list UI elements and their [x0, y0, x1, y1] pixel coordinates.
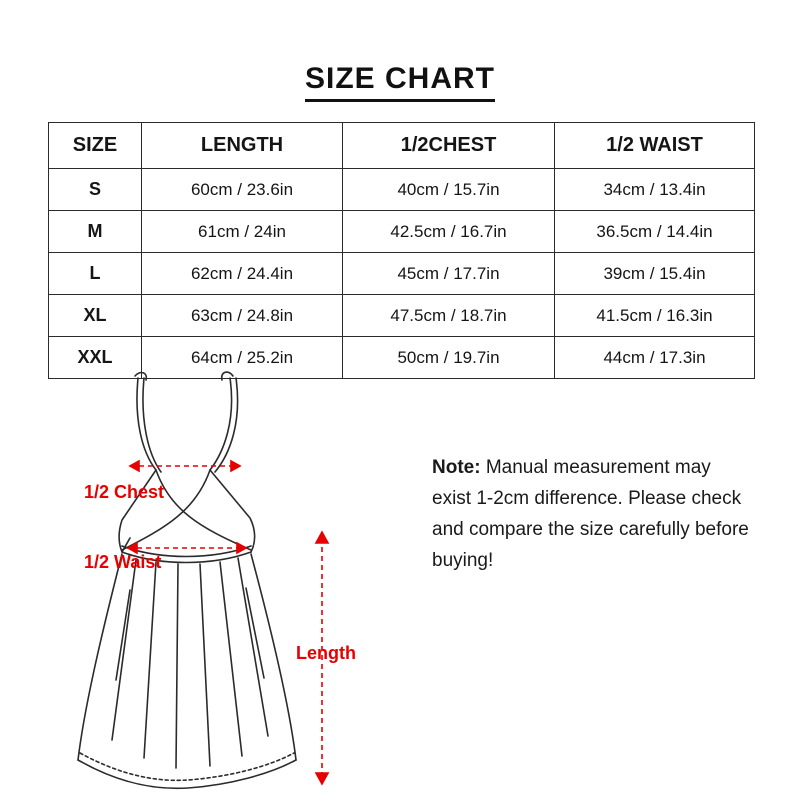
- column-header-length: LENGTH: [142, 123, 343, 169]
- dress-illustration: [60, 360, 380, 790]
- cell-length: 64cm / 25.2in: [142, 337, 343, 379]
- page-title-text: SIZE CHART: [305, 62, 495, 102]
- right-strap-loop: [222, 372, 233, 380]
- chest-measure-label: 1/2 Chest: [84, 482, 165, 502]
- bodice-right-edge: [210, 470, 255, 552]
- table-row: [49, 169, 755, 211]
- cell-length: 60cm / 23.6in: [142, 169, 343, 211]
- cell-length: 62cm / 24.4in: [142, 253, 343, 295]
- chest-arrow-left: [130, 461, 139, 471]
- note-text: Manual measurement may exist 1-2cm difference. Please check and compare the size carefully before buying!: [432, 457, 749, 571]
- cell-chest: 47.5cm / 18.7in: [343, 295, 555, 337]
- length-arrow-top: [316, 532, 328, 543]
- cell-waist: 34cm / 13.4in: [555, 169, 755, 211]
- cell-waist: 41.5cm / 16.3in: [555, 295, 755, 337]
- cell-waist: 36.5cm / 14.4in: [555, 211, 755, 253]
- left-strap-inner: [143, 378, 161, 472]
- wrap-left-panel: [156, 470, 251, 550]
- pleat-line: [144, 562, 156, 758]
- size-table: [48, 122, 755, 379]
- right-strap: [210, 378, 232, 470]
- pleat-line: [112, 560, 136, 740]
- skirt-right-edge: [251, 554, 296, 760]
- column-header-size: SIZE: [49, 123, 142, 169]
- pleat-line: [220, 562, 242, 756]
- cell-size: L: [49, 253, 142, 295]
- skirt-hem: [78, 760, 296, 788]
- pleat-line: [238, 558, 268, 736]
- column-header-waist: 1/2 WAIST: [555, 123, 755, 169]
- page-title: [0, 62, 800, 96]
- cell-size: M: [49, 211, 142, 253]
- chest-arrow-right: [231, 461, 240, 471]
- pleat-line: [200, 564, 210, 766]
- note-label: Note:: [432, 457, 481, 478]
- cell-size: XL: [49, 295, 142, 337]
- length-measure-label: Length: [296, 643, 356, 663]
- length-arrow-bottom: [316, 773, 328, 784]
- cell-chest: 40cm / 15.7in: [343, 169, 555, 211]
- table-row: [49, 253, 755, 295]
- pleat-line-short: [116, 590, 130, 680]
- waist-measure-label: 1/2 Waist: [84, 552, 162, 572]
- column-header-chest: 1/2CHEST: [343, 123, 555, 169]
- skirt-left-edge: [78, 554, 122, 760]
- measurement-note: [432, 452, 752, 576]
- cell-chest: 45cm / 17.7in: [343, 253, 555, 295]
- size-table-container: [48, 122, 754, 379]
- pleat-line: [176, 564, 178, 768]
- cell-chest: 50cm / 19.7in: [343, 337, 555, 379]
- cell-waist: 39cm / 15.4in: [555, 253, 755, 295]
- pleat-line-short: [246, 588, 264, 678]
- table-header-row: [49, 123, 755, 169]
- waist-arrow-right: [237, 543, 246, 553]
- cell-chest: 42.5cm / 16.7in: [343, 211, 555, 253]
- table-row: [49, 211, 755, 253]
- table-row: [49, 295, 755, 337]
- cell-size: S: [49, 169, 142, 211]
- cell-waist: 44cm / 17.3in: [555, 337, 755, 379]
- cell-length: 61cm / 24in: [142, 211, 343, 253]
- cell-size: XXL: [49, 337, 142, 379]
- cell-length: 63cm / 24.8in: [142, 295, 343, 337]
